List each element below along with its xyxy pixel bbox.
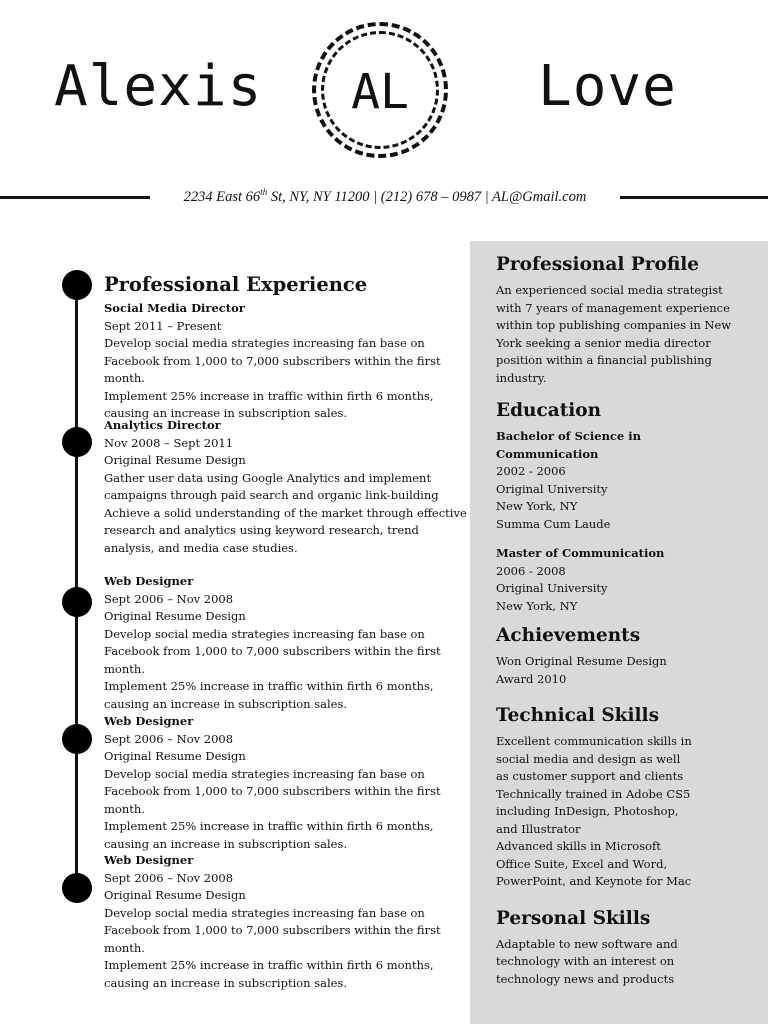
sidebar-panel (470, 241, 768, 1024)
monogram-badge (312, 22, 448, 158)
monogram-initials: AL (351, 64, 409, 120)
contact-address: 2234 East 66 (183, 189, 261, 205)
job-entry (104, 713, 469, 853)
contact-divider-left (0, 196, 150, 199)
job-title: Social Media Director (104, 301, 245, 315)
technical-skills-text: Excellent communication skills in social media and design as well as customer support and clients Technically trained in Adobe CS5 including InDesign, Photoshop, and Illustrator Advanced skills in Microsoft Office Suite, Excel and Word, PowerPoint, and Keynote for Mac (496, 734, 692, 888)
personal-skills-text: Adaptable to new software and technology with an interest on technology news and products (496, 936, 678, 986)
contact-divider-right (620, 196, 768, 199)
education-section (496, 399, 746, 615)
job-title: Analytics Director (104, 418, 221, 432)
technical-skills-heading: Technical Skills (496, 705, 660, 726)
job-details: Sept 2006 – Nov 2008 Original Resume Design Develop social media strategies increasing fan base on Facebook from 1,000 to 7,000 subscribers within the first month. Implement 25% increase in traffic within firth 6 months, causing an increase in subscription sales. (104, 870, 441, 990)
degree-details: 2002 - 2006 Original University New York, NY Summa Cum Laude (496, 464, 611, 531)
achievements-section (496, 624, 746, 688)
job-entry (104, 417, 469, 557)
job-details: Sept 2006 – Nov 2008 Original Resume Design Develop social media strategies increasing fan base on Facebook from 1,000 to 7,000 subscribers within the first month. Implement 25% increase in traffic within firth 6 months, causing an increase in subscription sales. (104, 731, 441, 851)
profile-section (496, 253, 746, 387)
job-entry (104, 573, 469, 713)
profile-text: An experienced social media strategist with 7 years of management experience within top publishing companies in New York seeking a senior media director position within a financial publishing industry. (496, 283, 732, 385)
timeline-dot (62, 873, 92, 903)
first-name: Alexis (54, 54, 263, 119)
achievements-text: Won Original Resume Design Award 2010 (496, 654, 667, 686)
job-details: Sept 2011 – Present Develop social media strategies increasing fan base on Facebook from 1,000 to 7,000 subscribers within the first month. Implement 25% increase in traffic within firth 6 months, causing an increase in subscription sales. (104, 318, 441, 420)
timeline-dot (62, 587, 92, 617)
degree-title: Master of Communication (496, 546, 665, 560)
timeline-dot (62, 427, 92, 457)
job-title: Web Designer (104, 714, 194, 728)
personal-skills-heading: Personal Skills (496, 907, 651, 929)
contact-info (150, 188, 620, 206)
job-entry (104, 852, 469, 992)
profile-heading: Professional Profile (496, 254, 700, 275)
timeline-dot (62, 724, 92, 754)
timeline-dot (62, 270, 92, 300)
job-details: Nov 2008 – Sept 2011 Original Resume Design Gather user data using Google Analytics and implement campaigns through paid search and organic link-building Achieve a solid understanding of the market through effective research and analytics using keyword research, trend analysis, and media case studies. (104, 435, 467, 555)
achievements-heading: Achievements (496, 625, 641, 646)
degree-details: 2006 - 2008 Original University New York, NY (496, 563, 608, 613)
contact-details: St, NY, NY 11200 | (212) 678 – 0987 | AL@Gmail.com (267, 189, 587, 205)
job-title: Web Designer (104, 574, 194, 588)
job-title: Web Designer (104, 853, 194, 867)
last-name: Love (538, 54, 677, 119)
experience-heading: Professional Experience (104, 273, 368, 296)
degree-title: Bachelor of Science in Communication (496, 429, 641, 461)
job-details: Sept 2006 – Nov 2008 Original Resume Design Develop social media strategies increasing fan base on Facebook from 1,000 to 7,000 subscribers within the first month. Implement 25% increase in traffic within firth 6 months, causing an increase in subscription sales. (104, 591, 441, 711)
job-entry (104, 300, 469, 423)
contact-address-suffix: th (260, 187, 268, 198)
technical-skills-section (496, 704, 746, 891)
personal-skills-section (496, 907, 746, 989)
education-heading: Education (496, 400, 602, 421)
